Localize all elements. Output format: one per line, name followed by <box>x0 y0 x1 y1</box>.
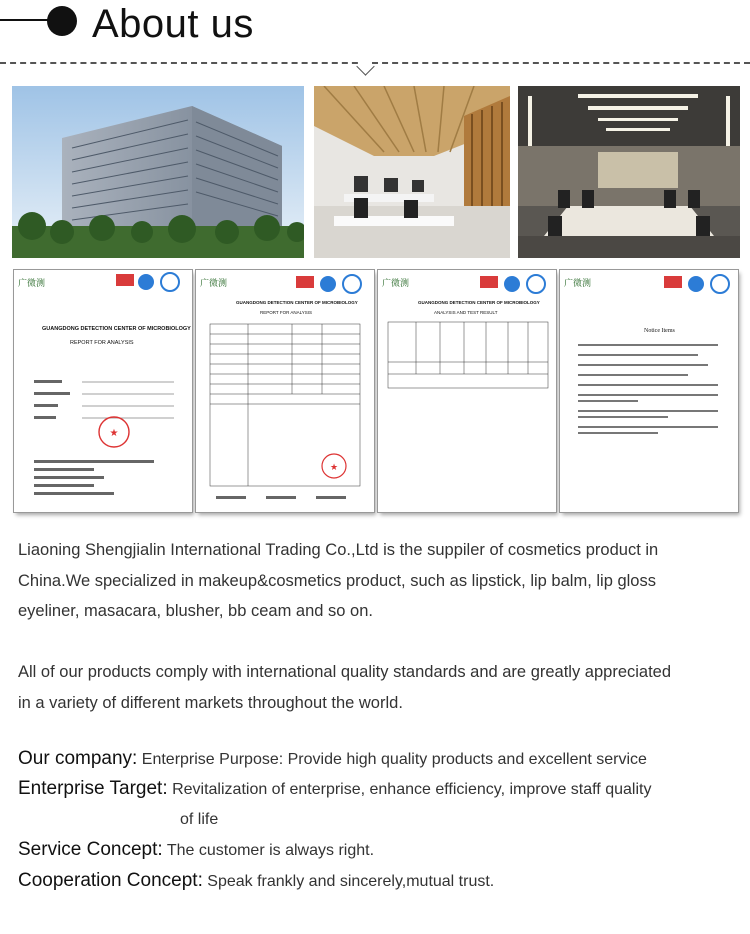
company-text: Enterprise Purpose: Provide high quality products and excellent service <box>141 751 647 768</box>
cooperation-label: Cooperation Concept: <box>18 870 203 891</box>
cert-brand: 广微测 <box>382 279 410 289</box>
intro-line: China.We specialized in makeup&cosmetics product, such as lipstick, lip balm, lip gloss <box>18 571 656 590</box>
company-building-photo <box>12 86 304 258</box>
cert-lab: GUANGDONG DETECTION CENTER OF MICROBIOLOGY <box>418 300 540 305</box>
intro-line: All of our products comply with international quality standards and are greatly appreciated <box>18 663 672 681</box>
cert-brand: 广微测 <box>564 279 592 289</box>
cooperation-row <box>18 866 494 897</box>
certificate-1 <box>14 270 192 512</box>
svg-text:★: ★ <box>109 428 119 439</box>
cooperation-text: Speak frankly and sincerely,mutual trust. <box>207 873 495 890</box>
office-workspace-photo <box>314 86 510 258</box>
dashed-divider <box>0 62 750 64</box>
divider-notch <box>356 57 374 75</box>
cert-lab: GUANGDONG DETECTION CENTER OF MICROBIOLOGY <box>42 326 191 332</box>
company-label: Our company: <box>18 748 138 769</box>
certificate-4 <box>560 270 738 512</box>
intro-line: eyeliner, masacara, blusher, bb ceam and so on. <box>18 602 373 620</box>
target-row <box>18 774 651 805</box>
intro-line: in a variety of different markets throughout the world. <box>18 693 403 712</box>
target-label: Enterprise Target: <box>18 778 168 799</box>
cert-brand: 广微测 <box>200 279 228 289</box>
svg-text:★: ★ <box>329 463 339 473</box>
meeting-room-photo <box>518 86 740 258</box>
certificates-row <box>12 270 738 514</box>
target-text: Revitalization of enterprise, enhance efficiency, improve staff quality <box>172 781 652 798</box>
cert-report-title: REPORT FOR ANALYSIS <box>70 340 134 346</box>
certificate-3 <box>378 270 556 512</box>
intro-line: Liaoning Shengjialin International Trading Co.,Ltd is the suppiler of cosmetics product in <box>18 541 659 559</box>
cert-lab: GUANGDONG DETECTION CENTER OF MICROBIOLOGY <box>236 300 358 305</box>
intro-paragraph-1 <box>18 535 738 627</box>
page-title: About us <box>92 2 254 46</box>
company-row <box>18 744 647 775</box>
cert-report-title: REPORT FOR ANALYSIS <box>260 310 313 315</box>
header-bullet-icon <box>47 6 77 36</box>
cert-brand: 广微测 <box>18 279 46 289</box>
certificate-2 <box>196 270 374 512</box>
intro-paragraph-2 <box>18 657 738 718</box>
cert-report-title: ANALYSIS AND TEST RESULT <box>434 310 498 315</box>
service-text: The customer is always right. <box>166 842 375 859</box>
service-row <box>18 835 374 866</box>
cert-notice-title: Notice Items <box>644 328 675 334</box>
target-text-continued: of life <box>180 811 219 828</box>
service-label: Service Concept: <box>18 839 163 860</box>
